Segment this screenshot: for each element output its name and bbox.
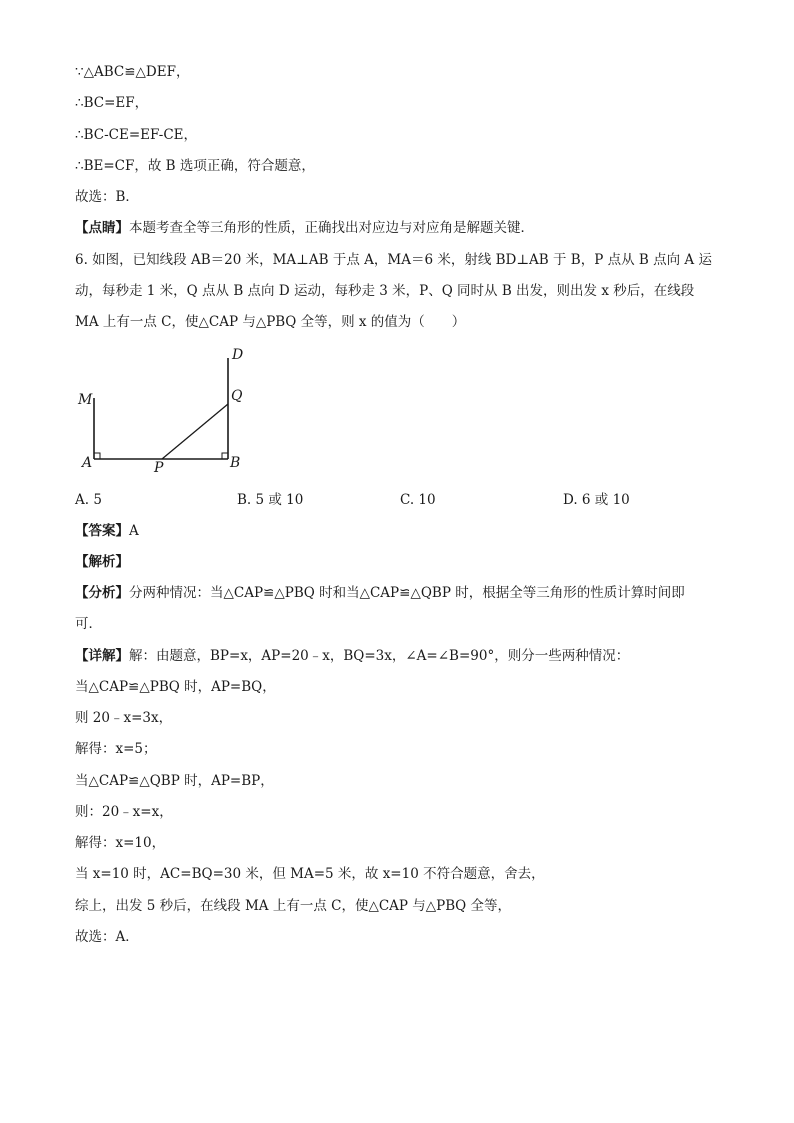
detail-line — [75, 647, 629, 665]
text-line: ∴BE=CF，故 B 选项正确，符合题意， — [75, 158, 315, 174]
comment-line — [75, 219, 534, 237]
detail-line: 解得：x=10， — [75, 835, 166, 851]
detail-line: 综上，出发 5 秒后，在线段 MA 上有一点 C，使△CAP 与△PBQ 全等， — [75, 898, 512, 914]
option-c: C. 10 — [400, 492, 436, 508]
option-a: A. 5 — [75, 492, 102, 508]
answer-tag: 【答案】 — [75, 523, 129, 539]
right-angle-mark-B — [222, 453, 228, 459]
question-line: 动，每秒走 1 米，Q 点从 B 点向 D 运动，每秒走 3 米，P、Q 同时从 B 出发，则出发 x 秒后，在线段 — [75, 283, 695, 299]
option-d: D. 6 或 10 — [563, 492, 630, 508]
text-line: ∵△ABC≌△DEF， — [75, 64, 190, 80]
label-B: B — [230, 455, 241, 471]
detail-line: 解得：x=5； — [75, 741, 157, 757]
question-line: 6. 如图，已知线段 AB＝20 米，MA⊥AB 于点 A，MA＝6 米，射线 BD⊥AB 于 B，P 点从 B 点向 A 运 — [75, 252, 712, 268]
detail-line: 当△CAP≌△PBQ 时，AP=BQ， — [75, 679, 276, 695]
fenxi-text: 分两种情况：当△CAP≌△PBQ 时和当△CAP≌△QBP 时，根据全等三角形的性质计算时间即 — [129, 585, 685, 601]
detail-tag: 【详解】 — [75, 648, 129, 664]
label-M: M — [78, 392, 93, 408]
detail-line: 则 20﹣x=3x， — [75, 710, 173, 726]
detail-line: 当△CAP≌△QBP 时，AP=BP， — [75, 773, 274, 789]
comment-tag: 【点睛】 — [75, 220, 129, 236]
detail-text: 解：由题意，BP=x，AP=20﹣x，BQ=3x，∠A=∠B=90°，则分一些两种情况： — [129, 648, 630, 664]
text-line: ∴BC=EF， — [75, 95, 149, 111]
right-angle-mark-A — [94, 453, 100, 459]
geometry-figure — [70, 340, 270, 480]
analysis-tag: 【解析】 — [75, 554, 129, 570]
text-line: 故选：B． — [75, 189, 139, 205]
comment-text: 本题考查全等三角形的性质，正确找出对应边与对应角是解题关键． — [129, 220, 534, 236]
label-Q: Q — [231, 388, 243, 404]
label-P: P — [154, 460, 164, 476]
detail-line: 当 x=10 时，AC=BQ=30 米，但 MA=5 米，故 x=10 不符合题意，舍去， — [75, 866, 545, 882]
fenxi-line — [75, 584, 685, 602]
label-D: D — [232, 347, 244, 363]
detail-line: 则：20﹣x=x， — [75, 804, 173, 820]
answer-value: A — [129, 523, 139, 539]
option-b: B. 5 或 10 — [237, 492, 304, 508]
detail-line: 故选：A． — [75, 929, 139, 945]
segment-PQ — [162, 404, 228, 459]
answer-line — [75, 522, 139, 540]
text-line: ∴BC-CE=EF-CE， — [75, 127, 198, 143]
question-line: MA 上有一点 C，使△CAP 与△PBQ 全等，则 x 的值为（ ） — [75, 314, 466, 330]
label-A: A — [82, 455, 93, 471]
fenxi-tag: 【分析】 — [75, 585, 129, 601]
fenxi-line: 可． — [75, 616, 102, 632]
